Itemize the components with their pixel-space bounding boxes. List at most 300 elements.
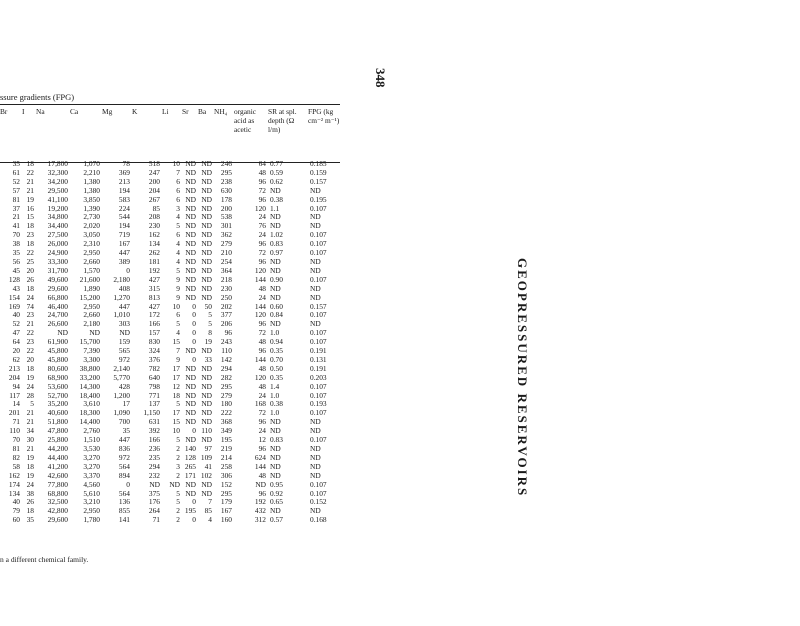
table-cell: ND bbox=[149, 480, 160, 489]
table-cell: 81 bbox=[12, 195, 20, 204]
table-cell: ND bbox=[310, 427, 321, 436]
table-cell: 6 bbox=[176, 186, 180, 195]
table-cell: 35 bbox=[12, 249, 20, 258]
table-cell: 41,200 bbox=[47, 462, 68, 471]
table-cell: 109 bbox=[200, 453, 212, 462]
table-cell: 78 bbox=[122, 160, 130, 168]
table-cell: 41 bbox=[12, 222, 20, 231]
table-cell: 5,770 bbox=[113, 373, 130, 382]
table-cell: 306 bbox=[220, 471, 232, 480]
table-cell: ND bbox=[201, 204, 212, 213]
table-cell: 120 bbox=[254, 373, 266, 382]
table-cell: 312 bbox=[254, 516, 266, 525]
table-cell: 68,800 bbox=[47, 489, 68, 498]
table-cell: 432 bbox=[254, 507, 266, 516]
table-cell: 167 bbox=[118, 240, 130, 249]
table-row bbox=[0, 481, 346, 490]
table-cell: 24 bbox=[26, 480, 34, 489]
table-cell: 195 bbox=[184, 507, 196, 516]
table-cell: 17,800 bbox=[47, 160, 68, 168]
table-cell: ND bbox=[201, 222, 212, 231]
table-row bbox=[0, 454, 346, 463]
table-cell: 66,800 bbox=[47, 293, 68, 302]
table-cell: 64 bbox=[12, 338, 20, 347]
table-cell: 19 bbox=[26, 471, 34, 480]
table-row bbox=[0, 516, 346, 525]
table-row bbox=[0, 285, 346, 294]
table-cell: 7 bbox=[176, 347, 180, 356]
table-cell: 2 bbox=[176, 507, 180, 516]
table-row bbox=[0, 329, 346, 338]
table-cell: 194 bbox=[118, 222, 130, 231]
table-cell: ND bbox=[185, 391, 196, 400]
table-cell: ND bbox=[201, 436, 212, 445]
table-cell: 0.59 bbox=[270, 168, 283, 177]
table-cell: 48 bbox=[258, 471, 266, 480]
table-row bbox=[0, 463, 346, 472]
table-cell: 40,600 bbox=[47, 409, 68, 418]
table-cell: ND bbox=[310, 453, 321, 462]
table-row bbox=[0, 427, 346, 436]
table-cell: 48 bbox=[258, 284, 266, 293]
table-row bbox=[0, 249, 346, 258]
table-cell: ND bbox=[57, 329, 68, 338]
table-cell: 70 bbox=[12, 436, 20, 445]
table-cell: 0 bbox=[192, 516, 196, 525]
table-cell: 2,950 bbox=[83, 507, 100, 516]
table-cell: 42,600 bbox=[47, 471, 68, 480]
table-cell: ND bbox=[201, 489, 212, 498]
table-cell: 167 bbox=[220, 507, 232, 516]
table-cell: 38 bbox=[26, 489, 34, 498]
table-cell: 5 bbox=[176, 222, 180, 231]
table-cell: 1,200 bbox=[113, 391, 130, 400]
table-cell: 0 bbox=[126, 480, 130, 489]
table-cell: 0.203 bbox=[310, 373, 327, 382]
table-cell: 258 bbox=[220, 462, 232, 471]
table-cell: 45,800 bbox=[47, 355, 68, 364]
table-cell: 640 bbox=[148, 373, 160, 382]
table-cell: 6 bbox=[176, 177, 180, 186]
table-cell: 235 bbox=[148, 453, 160, 462]
table-cell: 202 bbox=[220, 302, 232, 311]
table-cell: 58 bbox=[12, 462, 20, 471]
table-cell: 47,800 bbox=[47, 427, 68, 436]
table-cell: ND bbox=[185, 436, 196, 445]
table-cell: 96 bbox=[258, 320, 266, 329]
table-cell: 813 bbox=[148, 293, 160, 302]
table-cell: 110 bbox=[9, 427, 20, 436]
table-cell: 0.38 bbox=[270, 400, 283, 409]
table-cell: 0.107 bbox=[310, 240, 327, 249]
table-cell: 96 bbox=[258, 177, 266, 186]
table-cell: 51,800 bbox=[47, 418, 68, 427]
table-cell: 3,300 bbox=[83, 355, 100, 364]
table-cell: 564 bbox=[118, 462, 130, 471]
column-header: Li bbox=[162, 108, 169, 116]
table-row bbox=[0, 472, 346, 481]
table-cell: 25,800 bbox=[47, 436, 68, 445]
table-cell: 2,730 bbox=[83, 213, 100, 222]
column-header: Ca bbox=[70, 108, 79, 116]
table-cell: 1,090 bbox=[113, 409, 130, 418]
table-cell: ND bbox=[310, 471, 321, 480]
table-cell: ND bbox=[310, 266, 321, 275]
table-cell: 162 bbox=[8, 471, 20, 480]
table-cell: 140 bbox=[184, 445, 196, 453]
table-cell: 43 bbox=[12, 284, 20, 293]
table-cell: 0.107 bbox=[310, 480, 327, 489]
table-cell: 49,600 bbox=[47, 275, 68, 284]
table-cell: 35 bbox=[122, 427, 130, 436]
table-cell: 972 bbox=[118, 355, 130, 364]
table-cell: 0.97 bbox=[270, 249, 283, 258]
table-cell: 5 bbox=[176, 489, 180, 498]
table-cell: 0.107 bbox=[310, 382, 327, 391]
table-cell: 17 bbox=[172, 373, 180, 382]
table-cell: 71 bbox=[12, 418, 20, 427]
table-cell: ND bbox=[185, 249, 196, 258]
table-cell: 1,070 bbox=[83, 160, 100, 168]
table-cell: 176 bbox=[148, 498, 160, 507]
table-cell: 24 bbox=[258, 427, 266, 436]
table-cell: 3,210 bbox=[83, 498, 100, 507]
table-cell: ND bbox=[270, 266, 281, 275]
table-cell: ND bbox=[185, 293, 196, 302]
table-cell: ND bbox=[185, 204, 196, 213]
table-cell: 34,800 bbox=[47, 213, 68, 222]
table-cell: 72 bbox=[258, 329, 266, 338]
table-cell: 0.191 bbox=[310, 364, 327, 373]
table-row bbox=[0, 436, 346, 445]
table-cell: 0.35 bbox=[270, 373, 283, 382]
table-cell: ND bbox=[185, 418, 196, 427]
table-cell: 24,900 bbox=[47, 249, 68, 258]
table-cell: 294 bbox=[148, 462, 160, 471]
table-body bbox=[0, 160, 346, 525]
table-cell: 0.107 bbox=[310, 409, 327, 418]
table-cell: 544 bbox=[118, 213, 130, 222]
table-cell: 389 bbox=[118, 257, 130, 266]
table-cell: 1,380 bbox=[83, 177, 100, 186]
table-cell: 2,950 bbox=[83, 249, 100, 258]
table-cell: 56 bbox=[12, 257, 20, 266]
table-cell: 21 bbox=[26, 320, 34, 329]
table-cell: 2,180 bbox=[113, 275, 130, 284]
table-cell: ND bbox=[270, 222, 281, 231]
table-cell: 157 bbox=[148, 329, 160, 338]
table-cell: 282 bbox=[220, 373, 232, 382]
table-cell: 2 bbox=[176, 445, 180, 453]
table-cell: 1,890 bbox=[83, 284, 100, 293]
table-cell: ND bbox=[270, 471, 281, 480]
table-cell: 295 bbox=[220, 382, 232, 391]
table-cell: 21 bbox=[12, 213, 20, 222]
table-cell: 798 bbox=[148, 382, 160, 391]
table-row bbox=[0, 365, 346, 374]
table-cell: 76 bbox=[258, 222, 266, 231]
table-cell: 208 bbox=[148, 213, 160, 222]
table-row bbox=[0, 222, 346, 231]
column-header: Sr bbox=[182, 108, 189, 116]
footnote: n a different chemical family. bbox=[0, 555, 89, 564]
table-cell: 34 bbox=[26, 427, 34, 436]
header-row bbox=[0, 108, 346, 160]
table-cell: 47 bbox=[12, 329, 20, 338]
table-cell: 369 bbox=[118, 168, 130, 177]
table-cell: 110 bbox=[221, 347, 232, 356]
table-cell: 52 bbox=[12, 177, 20, 186]
table-cell: 0.83 bbox=[270, 436, 283, 445]
table-cell: 21 bbox=[26, 186, 34, 195]
table-cell: 279 bbox=[220, 240, 232, 249]
table-cell: 15,700 bbox=[79, 338, 100, 347]
table-cell: 0.107 bbox=[310, 329, 327, 338]
table-cell: 0.107 bbox=[310, 204, 327, 213]
table-cell: 0.107 bbox=[310, 249, 327, 258]
table-cell: 0 bbox=[192, 338, 196, 347]
table-cell: 120 bbox=[254, 311, 266, 320]
table-cell: ND bbox=[185, 489, 196, 498]
table-caption: ssure gradients (FPG) bbox=[0, 92, 75, 102]
table-cell: ND bbox=[185, 409, 196, 418]
table-cell: 134 bbox=[148, 240, 160, 249]
table-cell: 1,510 bbox=[83, 436, 100, 445]
table-cell: 267 bbox=[148, 195, 160, 204]
table-cell: 30 bbox=[26, 436, 34, 445]
table-cell: 243 bbox=[220, 338, 232, 347]
table-cell: 19 bbox=[26, 453, 34, 462]
table-cell: 222 bbox=[220, 409, 232, 418]
table-cell: 23 bbox=[26, 338, 34, 347]
table-cell: 5 bbox=[30, 400, 34, 409]
table-cell: 518 bbox=[148, 160, 160, 168]
table-cell: 10 bbox=[172, 302, 180, 311]
table-cell: 21,600 bbox=[79, 275, 100, 284]
table-cell: 162 bbox=[148, 231, 160, 240]
table-cell: ND bbox=[185, 275, 196, 284]
table-cell: 2,310 bbox=[83, 240, 100, 249]
table-cell: 836 bbox=[118, 445, 130, 453]
table-cell: 120 bbox=[254, 204, 266, 213]
table-cell: 7 bbox=[208, 498, 212, 507]
table-cell: 26,600 bbox=[47, 320, 68, 329]
table-cell: 53,600 bbox=[47, 382, 68, 391]
table-cell: 19 bbox=[26, 195, 34, 204]
table-cell: 9 bbox=[176, 275, 180, 284]
table-cell: ND bbox=[270, 418, 281, 427]
column-header: K bbox=[132, 108, 138, 116]
table-cell: 428 bbox=[118, 382, 130, 391]
table-cell: 34,200 bbox=[47, 177, 68, 186]
table-row bbox=[0, 409, 346, 418]
table-cell: 2 bbox=[176, 516, 180, 525]
table-cell: ND bbox=[270, 186, 281, 195]
table-cell: 2,020 bbox=[83, 222, 100, 231]
table-cell: 20 bbox=[12, 347, 20, 356]
table-cell: 24 bbox=[258, 213, 266, 222]
table-cell: 262 bbox=[148, 249, 160, 258]
table-cell: ND bbox=[185, 347, 196, 356]
table-cell: 377 bbox=[220, 311, 232, 320]
table-cell: 144 bbox=[254, 355, 266, 364]
table-row bbox=[0, 356, 346, 365]
table-cell: ND bbox=[185, 257, 196, 266]
table-cell: 315 bbox=[148, 284, 160, 293]
table-cell: 37 bbox=[12, 204, 20, 213]
table-row bbox=[0, 240, 346, 249]
table-cell: 2 bbox=[176, 453, 180, 462]
column-header: Br bbox=[0, 108, 8, 116]
table-cell: 5 bbox=[176, 320, 180, 329]
table-cell: 33 bbox=[204, 355, 212, 364]
table-cell: 0 bbox=[192, 355, 196, 364]
table-cell: ND bbox=[185, 364, 196, 373]
table-cell: 96 bbox=[258, 240, 266, 249]
table-cell: 0.57 bbox=[270, 516, 283, 525]
table-cell: ND bbox=[201, 391, 212, 400]
table-cell: 624 bbox=[254, 453, 266, 462]
table-cell: 35,200 bbox=[47, 400, 68, 409]
table-cell: 128 bbox=[184, 453, 196, 462]
table-cell: 0.195 bbox=[310, 195, 327, 204]
table-cell: 1,010 bbox=[113, 311, 130, 320]
table-cell: 3 bbox=[176, 204, 180, 213]
table-cell: 46,400 bbox=[47, 302, 68, 311]
table-cell: ND bbox=[201, 266, 212, 275]
table-cell: 0.92 bbox=[270, 489, 283, 498]
table-cell: 855 bbox=[118, 507, 130, 516]
table-cell: 830 bbox=[148, 338, 160, 347]
table-cell: 134 bbox=[8, 489, 20, 498]
table-cell: ND bbox=[310, 213, 321, 222]
page-number: 348 bbox=[373, 68, 388, 88]
table-cell: 166 bbox=[148, 436, 160, 445]
table-row bbox=[0, 231, 346, 240]
table-cell: ND bbox=[310, 507, 321, 516]
table-cell: ND bbox=[310, 462, 321, 471]
table-cell: 32,500 bbox=[47, 498, 68, 507]
table-cell: ND bbox=[270, 507, 281, 516]
table-cell: 33,300 bbox=[47, 257, 68, 266]
table-cell: 250 bbox=[220, 293, 232, 302]
table-cell: 195 bbox=[220, 436, 232, 445]
column-header: I bbox=[22, 108, 25, 116]
table-cell: 564 bbox=[118, 489, 130, 498]
table-cell: 18 bbox=[26, 364, 34, 373]
table-cell: 154 bbox=[8, 293, 20, 302]
table-cell: 200 bbox=[220, 204, 232, 213]
table-cell: ND bbox=[201, 480, 212, 489]
table-cell: 179 bbox=[220, 498, 232, 507]
table-cell: 0 bbox=[192, 329, 196, 338]
table-cell: ND bbox=[201, 400, 212, 409]
table-cell: 12 bbox=[172, 382, 180, 391]
table-cell: 77,800 bbox=[47, 480, 68, 489]
table-cell: 96 bbox=[258, 257, 266, 266]
table-cell: 14 bbox=[12, 400, 20, 409]
table-cell: 35 bbox=[12, 160, 20, 168]
table-cell: ND bbox=[185, 400, 196, 409]
table-cell: 34,400 bbox=[47, 222, 68, 231]
table-cell: 19,200 bbox=[47, 204, 68, 213]
table-cell: 23 bbox=[26, 231, 34, 240]
table-cell: 4 bbox=[208, 516, 212, 525]
table-cell: 38 bbox=[12, 240, 20, 249]
table-cell: 79 bbox=[12, 507, 20, 516]
table-cell: 2,950 bbox=[83, 302, 100, 311]
column-header: NH₄ bbox=[214, 108, 228, 116]
table-cell: 7,390 bbox=[83, 347, 100, 356]
table-cell: 538 bbox=[220, 213, 232, 222]
table-cell: 61 bbox=[12, 168, 20, 177]
table-cell: 0.94 bbox=[270, 338, 283, 347]
table-cell: 0.193 bbox=[310, 400, 327, 409]
table-cell: 2 bbox=[176, 471, 180, 480]
table-cell: 0.77 bbox=[270, 160, 283, 168]
table-cell: 169 bbox=[8, 302, 20, 311]
table-cell: 294 bbox=[220, 364, 232, 373]
table-cell: 62 bbox=[12, 355, 20, 364]
table-cell: 96 bbox=[258, 418, 266, 427]
table-cell: 247 bbox=[148, 168, 160, 177]
table-cell: 15 bbox=[26, 213, 34, 222]
table-cell: 42,800 bbox=[47, 507, 68, 516]
table-cell: ND bbox=[255, 480, 266, 489]
table-cell: 1,270 bbox=[113, 293, 130, 302]
table-cell: ND bbox=[185, 195, 196, 204]
table-cell: 96 bbox=[224, 329, 232, 338]
table-cell: ND bbox=[185, 222, 196, 231]
table-cell: 137 bbox=[148, 400, 160, 409]
table-cell: 144 bbox=[254, 302, 266, 311]
table-cell: 719 bbox=[118, 231, 130, 240]
table-row bbox=[0, 311, 346, 320]
table-cell: 96 bbox=[258, 195, 266, 204]
table-cell: 2,760 bbox=[83, 427, 100, 436]
table-cell: 41,100 bbox=[47, 195, 68, 204]
table-cell: 31,700 bbox=[47, 266, 68, 275]
table-cell: 4,560 bbox=[83, 480, 100, 489]
table-cell: 0 bbox=[192, 302, 196, 311]
table-cell: 218 bbox=[220, 275, 232, 284]
table-cell: 26 bbox=[26, 275, 34, 284]
table-cell: 38,800 bbox=[79, 364, 100, 373]
table-cell: 17 bbox=[172, 364, 180, 373]
table-cell: 264 bbox=[148, 507, 160, 516]
column-header: organic acid as acetic bbox=[234, 108, 257, 134]
table-cell: 1.0 bbox=[270, 391, 280, 400]
table-cell: 0.35 bbox=[270, 347, 283, 356]
table-cell: 782 bbox=[148, 364, 160, 373]
table-cell: 178 bbox=[220, 195, 232, 204]
table-cell: 20 bbox=[26, 266, 34, 275]
table-cell: ND bbox=[201, 195, 212, 204]
table-cell: 24 bbox=[26, 382, 34, 391]
table-cell: 152 bbox=[220, 480, 232, 489]
table-cell: 392 bbox=[148, 427, 160, 436]
table-cell: 4 bbox=[176, 257, 180, 266]
table-cell: ND bbox=[270, 284, 281, 293]
column-header: SR at spl. depth (Ω l/m) bbox=[268, 108, 297, 134]
table-cell: 972 bbox=[118, 453, 130, 462]
table-cell: ND bbox=[310, 186, 321, 195]
table-cell: 324 bbox=[148, 347, 160, 356]
table-cell: 18 bbox=[26, 507, 34, 516]
table-cell: 0.107 bbox=[310, 391, 327, 400]
table-row bbox=[0, 205, 346, 214]
table-cell: 0.107 bbox=[310, 489, 327, 498]
